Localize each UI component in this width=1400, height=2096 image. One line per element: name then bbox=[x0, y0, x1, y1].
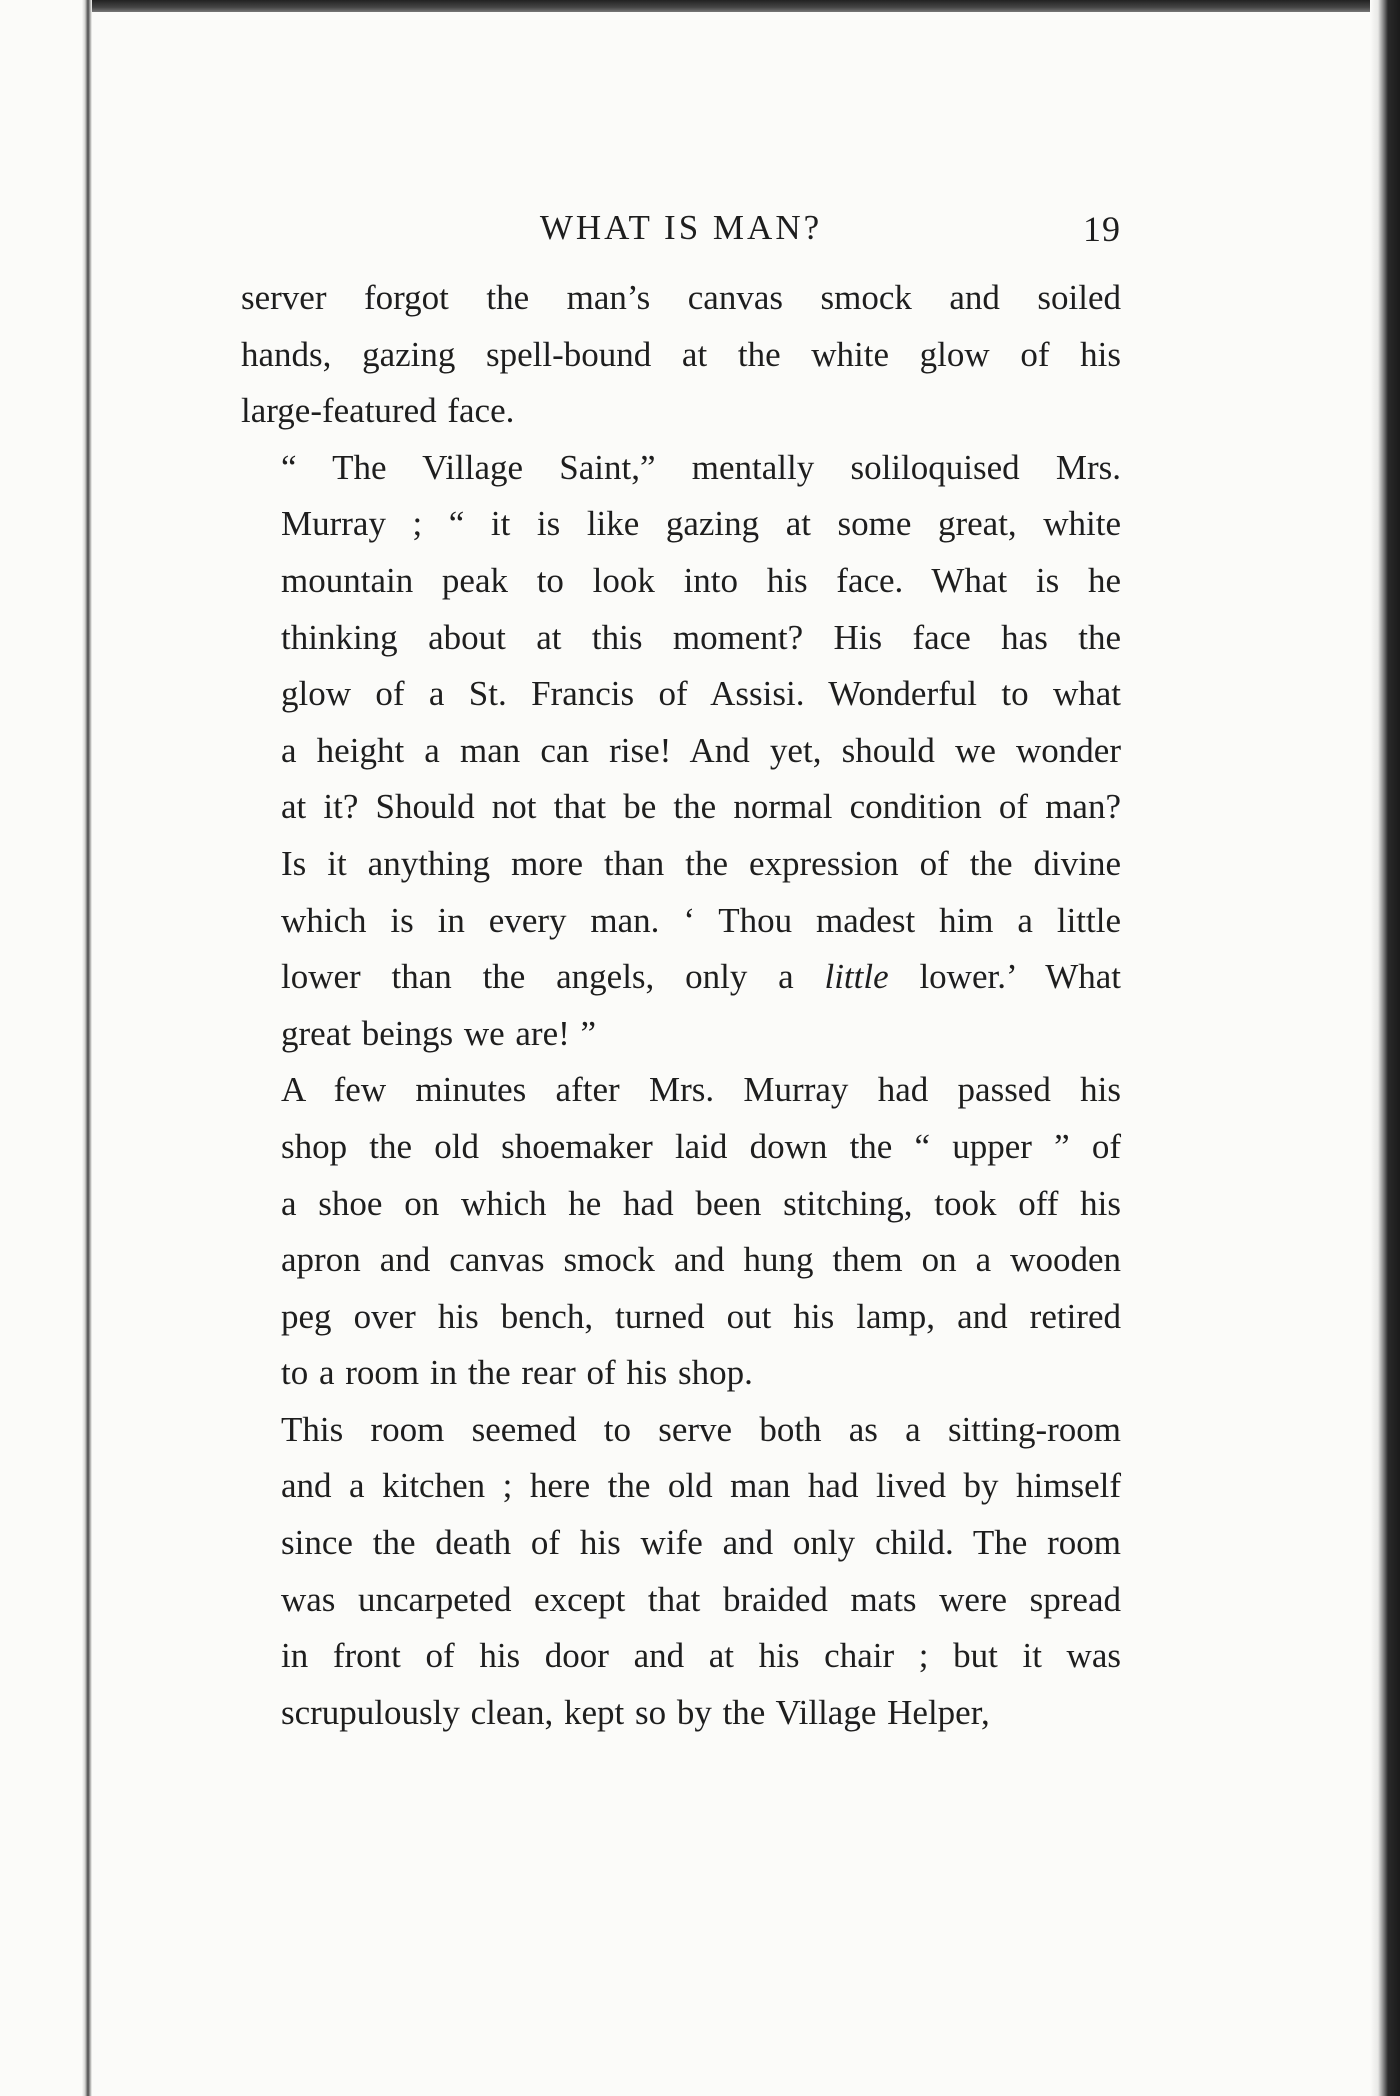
book-page bbox=[241, 190, 1121, 1741]
text-line: Is it anything more than the expression of the divine bbox=[281, 843, 1121, 883]
text-line: in front of his door and at his chair ; but it was bbox=[281, 1636, 1121, 1676]
text-line: glow of a St. Francis of Assisi. Wonderful to what bbox=[281, 674, 1121, 714]
paragraph bbox=[241, 1062, 1121, 1402]
page-binding-edge bbox=[0, 0, 92, 2096]
paragraph bbox=[241, 440, 1121, 1063]
page-header bbox=[241, 190, 1121, 270]
text-line: shop the old shoemaker laid down the “ upper ” of bbox=[281, 1126, 1121, 1166]
text-line: apron and canvas smock and hung them on a wooden bbox=[281, 1240, 1121, 1280]
text-line: mountain peak to look into his face. What is he bbox=[281, 560, 1121, 600]
page-right-edge bbox=[1370, 0, 1400, 2096]
paragraph bbox=[241, 1402, 1121, 1742]
running-title: WHAT IS MAN? bbox=[539, 208, 823, 247]
text-line: hands, gazing spell-bound at the white glow of his bbox=[241, 334, 1121, 374]
text-line: a height a man can rise! And yet, should we wonder bbox=[281, 730, 1121, 770]
text-line: Murray ; “ it is like gazing at some great, white bbox=[281, 504, 1121, 544]
text-line: lower than the angels, only a little lower.’ What bbox=[281, 957, 1121, 997]
text-line: which is in every man. ‘ Thou madest him a little bbox=[281, 900, 1121, 940]
text-line: server forgot the man’s canvas smock and soiled bbox=[241, 278, 1121, 317]
text-line: A few minutes after Mrs. Murray had passed his bbox=[281, 1070, 1121, 1110]
text-line: at it? Should not that be the normal condition of man? bbox=[281, 787, 1121, 827]
text-line: scrupulously clean, kept so by the Village Helper, bbox=[281, 1692, 990, 1732]
page-number: 19 bbox=[1083, 209, 1121, 249]
body-text bbox=[241, 270, 1121, 1741]
text-line: great beings we are! ” bbox=[281, 1013, 597, 1053]
text-line: to a room in the rear of his shop. bbox=[281, 1353, 753, 1393]
text-line: thinking about at this moment? His face has the bbox=[281, 617, 1121, 657]
text-line: “ The Village Saint,” mentally soliloquised Mrs. bbox=[281, 447, 1121, 487]
text-line: since the death of his wife and only child. The room bbox=[281, 1523, 1121, 1563]
text-line: large-featured face. bbox=[241, 391, 515, 431]
text-line: and a kitchen ; here the old man had lived by himself bbox=[281, 1466, 1121, 1506]
text-line: was uncarpeted except that braided mats were spread bbox=[281, 1579, 1121, 1619]
text-line: a shoe on which he had been stitching, took off his bbox=[281, 1183, 1121, 1223]
text-line: This room seemed to serve both as a sitting-room bbox=[281, 1409, 1121, 1449]
paragraph bbox=[241, 270, 1121, 440]
scan-top-edge bbox=[0, 0, 1400, 12]
text-line: peg over his bench, turned out his lamp, and retired bbox=[281, 1296, 1121, 1336]
